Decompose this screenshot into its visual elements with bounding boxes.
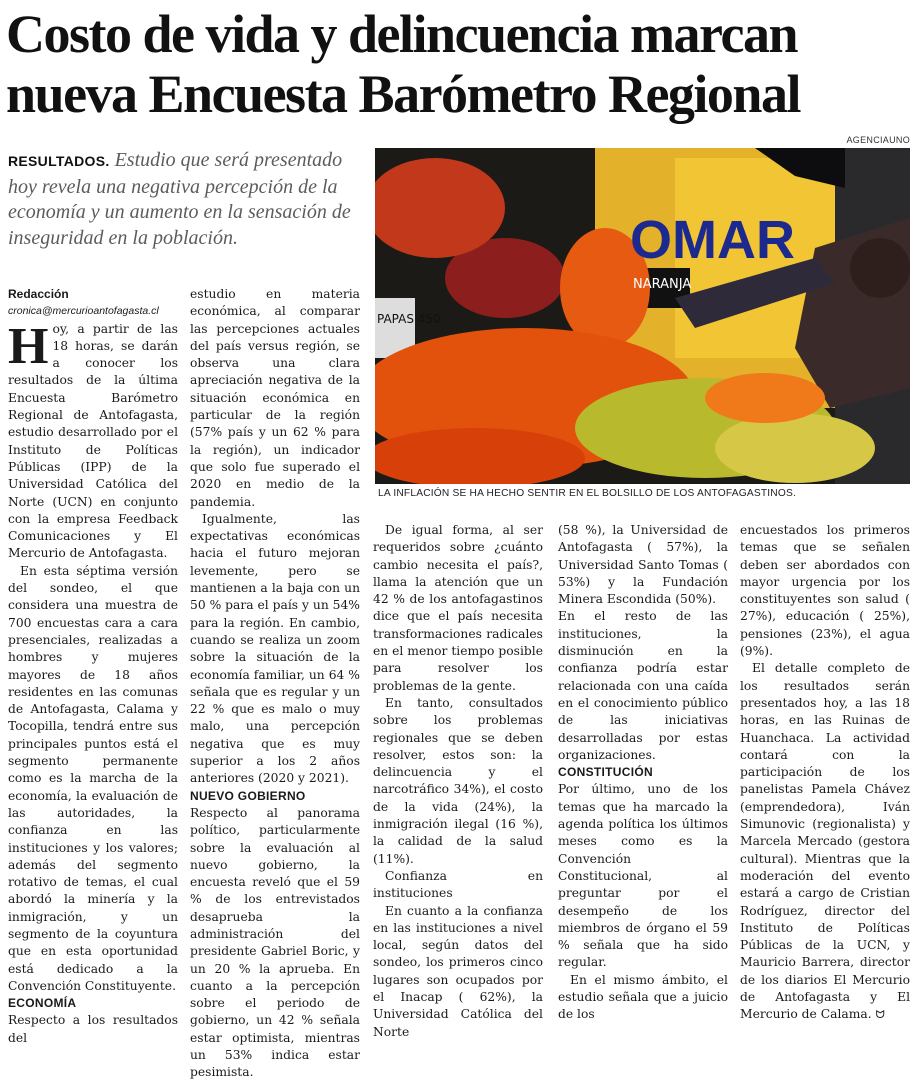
column-2 (190, 286, 360, 1082)
photo-sign-orange: NARANJA (633, 277, 692, 292)
col4-paragraph-1: (58 %), la Universidad de Antofagasta ( 57%), la Universidad Santo Tomas ( 53%) y la Fundación Minera Escondida (50%). (558, 523, 728, 607)
photo-sign-potatoes: PAPAS 450 (377, 312, 441, 326)
market-photo (375, 148, 910, 484)
lead-label: RESULTADOS. (8, 153, 110, 169)
col2-paragraph-3: Respecto al panorama político, particularmente sobre la evaluación al nuevo gobierno, la encuesta reveló que el 59 % de los entrevistados desaprueba la administración del presidente Gabriel Boric, y un 20 % la aprueba. En cuanto a la percepción sobre el periodo de gobierno, un 42 % señala estar optimista, mientras un 53% indica estar pesimista. (190, 805, 360, 1080)
col3-paragraph-3: Confianza en instituciones (373, 868, 543, 901)
photo-caption: LA INFLACIÓN SE HA HECHO SENTIR EN EL BOLSILLO DE LOS ANTOFAGASTINOS. (378, 488, 797, 499)
drop-cap: H (8, 317, 49, 375)
col1-paragraph-1: oy, a partir de las 18 horas, se darán a conocer los resultados de la última Encuesta Barómetro Regional de Antofagasta, estudio desarrollado por el Instituto de Políticas Públicas (IPP) de la Universidad Católica del Norte (UCN) en conjunto con la empresa Feedback Comunicaciones y El Mercurio de Antofagasta. (8, 321, 178, 561)
subhead-constitucion: CONSTITUCIÓN (558, 765, 653, 780)
col3-paragraph-1: De igual forma, al ser requeridos sobre ¿cuánto cambio necesita el país?, llama la atención que un 42 % de los antofagastinos dice que el país necesita transformaciones radicales en el menor tiempo posible para resolver los problemas de la gente. (373, 523, 543, 693)
col5-paragraph-1: encuestados los primeros temas que se señalen deben ser abordados con mayor urgencia por los constituyentes son salud ( 27%), educación ( 25%), pensiones (23%), el agua (9%). (740, 523, 910, 659)
col4-paragraph-3: Por último, uno de los temas que ha marcado la agenda política los últimos meses como es la Convención Constitucional, al preguntar por el desempeño de los miembros de órgano el 59 % señala que ha sido regular. (558, 782, 728, 970)
col1-paragraph-3: Respecto a los resultados del (8, 1013, 178, 1045)
col2-paragraph-1: estudio en materia económica, al comparar las percepciones actuales del país versus región, se observa una clara apreciación negativa de la situación económica en particular de la región (57% país y un 62 % para la región), un indicador que solo fue superado el 2020 en medio de la pandemia. (190, 287, 360, 509)
col4-paragraph-2: En el resto de las instituciones, la disminución en la confianza podría estar relacionada con una caída en el conocimiento público de las iniciativas desarrolladas por estas organizaciones. (558, 609, 728, 762)
end-of-article-mark: ᗢ (875, 1008, 885, 1022)
col4-paragraph-4: En el mismo ámbito, el estudio señala que a juicio de los (558, 972, 728, 1022)
col3-paragraph-2: En tanto, consultados sobre los problemas regionales que se deben resolver, estos son: la delincuencia y el narcotráfico 34%), el costo de la vida (24%), la inmigración ilegal (16 %), la calidad de la salud (11%). (373, 695, 543, 866)
photo-credit: AGENCIAUNO (846, 135, 910, 145)
column-3 (373, 522, 543, 1041)
col5-paragraph-2-text: El detalle completo de los resultados serán presentados hoy, a las 18 horas, en las Ruinas de Huanchaca. La actividad contará con la participación de los panelistas Pamela Chávez (emprendedora), Iván Simunovic (regionalista) y Marcela Mercado (gestora cultural). Mientras que la moderación del evento estará a cargo de Cristian Rodríguez, director del Instituto de Políticas Públicas de la UCN, y Mauricio Barrera, director de los diarios El Mercurio de Antofagasta y El Mercurio de Calama. (740, 661, 910, 1022)
col5-paragraph-2 (740, 660, 910, 1023)
headline: Costo de vida y delincuencia marcan nueva Encuesta Barómetro Regional (6, 4, 800, 124)
col3-paragraph-4: En cuanto a la confianza en las instituciones a nivel local, según datos del sondeo, los primeros cinco lugares son ocupados por el Inacap ( 62%), la Universidad Católica del Norte (373, 903, 543, 1039)
subhead-economia: ECONOMÍA (8, 996, 77, 1011)
lead-paragraph (8, 148, 363, 251)
author-email: cronica@mercurioantofagasta.cl (8, 305, 159, 318)
col1-paragraph-2: En esta séptima versión del sondeo, el que considera una muestra de 700 encuestas cara a cara presenciales, realizadas a hombres y mujeres mayores de 18 años residentes en las comunas de Antofagasta, Calama y Tocopilla, tendrá entre sus principales puntos está el segmento permanente como es la marcha de la economía, la evaluación de las autoridades, la confianza en las instituciones y los valores; además del segmento rotativo de temas, el cual abordó la minería y la inmigración, y un segmento de la coyuntura que en esta oportunidad está dedicado a la Convención Constituyente. (8, 563, 178, 993)
lead-text: Estudio que será presentado hoy revela una negativa percepción de la economía y un aumento en la sensación de inseguridad en la población. (8, 149, 351, 249)
byline: Redacción (8, 287, 69, 301)
column-1 (8, 286, 178, 1047)
column-5 (740, 522, 910, 1024)
col2-paragraph-2: Igualmente, las expectativas económicas hacia el futuro mejoran levemente, pero se mantienen a la baja con un 50 % para el país y un 54% para la región. En cambio, cuando se realiza un zoom sobre la situación de la economía familiar, un 64 % señala que es regular y un 22 % que es malo o muy malo, una percepción negativa que es muy superior a los 2 años anteriores (2020 y 2021). (190, 511, 360, 786)
column-4 (558, 522, 728, 1024)
photo-graffiti-text: OMAR (630, 210, 795, 270)
subhead-nuevo-gobierno: NUEVO GOBIERNO (190, 788, 306, 803)
